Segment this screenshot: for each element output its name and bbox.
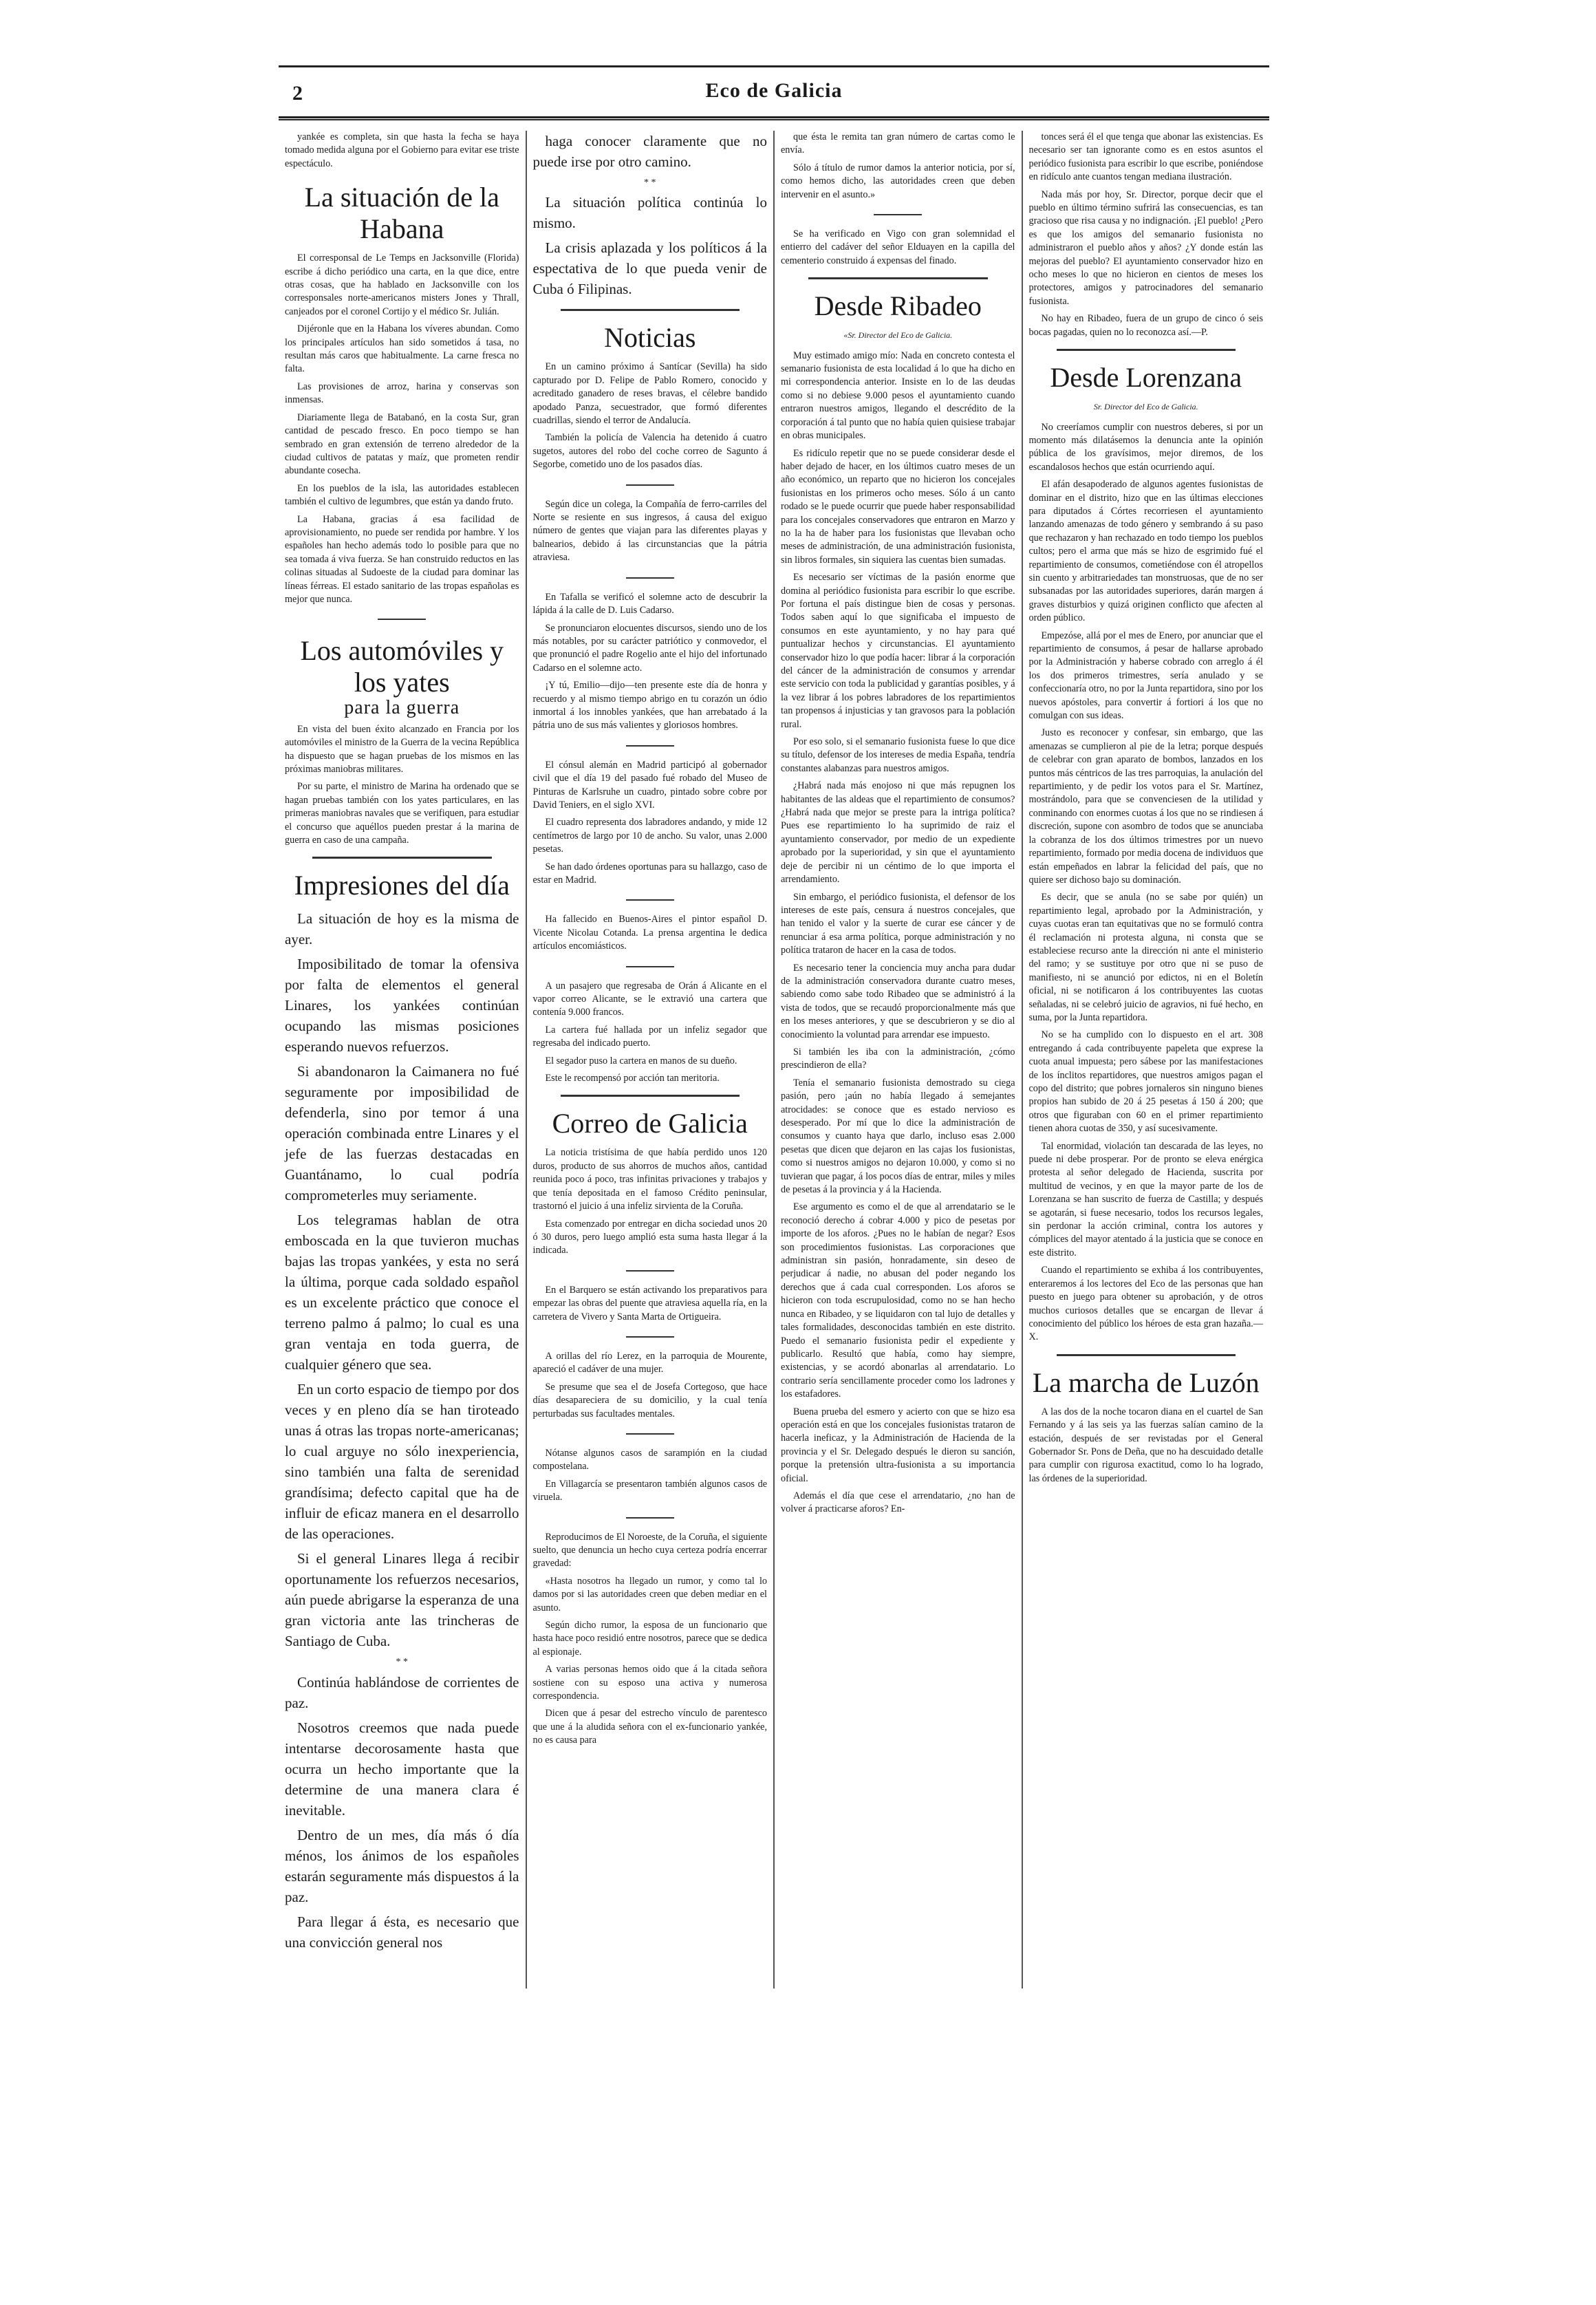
article-text: Nada más por hoy, Sr. Director, porque decir que el pueblo en último término sufrirá las consecuencias, es tan gracioso que risa causa y no indignación. ¡El pueblo! ¿Pero es que los amigos del semanario fusionista no administraron el pueblo años y años? ¿Y donde están las mejoras del pueblo? El ayuntamiento conservador hizo en ocho meses lo que no hicieron en cientos de meses los protectores, amigos y patrocinadores del semanario fusionista. [1028, 189, 1263, 307]
article-text: Dentro de un mes, día más ó día ménos, los ánimos de los españoles estarán seguramente más dispuestos á la paz. [285, 1826, 519, 1905]
news-item: A varias personas hemos oido que á la citada señora sostiene con su esposo una activa y numerosa correspondencia. [532, 1664, 767, 1702]
article-text: Si abandonaron la Caimanera no fué seguramente por imposibilidad de defenderla, sino por temor á una operación combinada entre Linares y el jefe de las fuerzas destacadas en Guantánamo, lo cual podría comprometerles muy seriamente. [285, 1063, 519, 1204]
article-text: Si también les iba con la administración, ¿cómo prescindieron de ella? [781, 1046, 1015, 1071]
article-text: Buena prueba del esmero y acierto con que se hizo esa operación está en que los concejales fusionistas trataron de hacerla ineficaz, y la Administración de Hacienda de la provincia y el Sr. Delegado después le dieron su sanción, porque la pretensión ultra-fusionista a su importancia oficial. [781, 1406, 1015, 1484]
article-text: Es ridículo repetir que no se puede considerar desde el haber dejado de hacer, en los últimos cuatro meses de un año económico, un reparto que no hicieron los concejales fusionistas en los primeros ocho meses. Sólo á un canto rodado se le puede ocurrir que puede haber responsabilidad para los concejales conservadores que entraron en Marzo y no la ha de haber para los fusionistas que llevaban ocho meses de administración, de una administración fusionista, sin libros formales, sin siquiera las cuentas bien sumadas. [781, 447, 1015, 566]
article-text: La situación política continúa lo mismo. [532, 194, 767, 232]
article-text: Cuando el repartimiento se exhiba á los contribuyentes, enteraremos á los lectores del Eco de las personas que han puesto en juego para obtener su aprobación, y de otros muchos curiosos detalles que se encargan de llevar á conocimiento del público los héroes de esta gran hazaña.—X. [1028, 1265, 1263, 1343]
news-item: En un camino próximo á Santícar (Sevilla) ha sido capturado por D. Felipe de Pablo Romero, conocido y acreditado ganadero de reses bravas, el célebre bandido apodado Panza, secuestrador, que formó diferentes cuadrillas, siendo el terror de Andalucía. [532, 361, 767, 427]
masthead [279, 75, 1269, 116]
news-item: Esta comenzado por entregar en dicha sociedad unos 20 ó 30 duros, pero luego amplió esta suma hasta llegar á la indicada. [532, 1218, 767, 1256]
masthead-rule [279, 116, 1269, 120]
section-rule [312, 857, 492, 859]
columns [279, 131, 1269, 1988]
newspaper-page [279, 65, 1269, 2006]
article-text: Si el general Linares llega á recibir oportunamente los refuerzos necesarios, aún puede abrigarse la esperanza de una gran victoria ante las trincheras de Santiago de Cuba. [285, 1550, 519, 1650]
article-text: Diariamente llega de Batabanó, en la costa Sur, gran cantidad de pescado fresco. En poco tiempo se han sembrado en gran extensión de terreno alrededor de la ciudad cultivos de patatas y maíz, que prometen rendir abundante cosecha. [285, 411, 519, 477]
article-text: Imposibilitado de tomar la ofensiva por falta de elementos el general Linares, los yankées continúan ocupando las mismas posiciones esperando nuevos refuerzos. [285, 956, 519, 1055]
article-text: No hay en Ribadeo, fuera de un grupo de cinco ó seis bocas pagadas, quien no lo reconozca así.—P. [1028, 313, 1263, 338]
article-text: Justo es reconocer y confesar, sin embargo, que las amenazas se cumplieron al pie de la letra; porque después de celebrar con gran aparato de bombos, lanzados en los puntos más céntricos de las tres parroquias, la anulación del repartimiento, y de pedir los votos para el Sr. Martínez, mostrándolo, para que se convenciesen de la utilidad y conminando con enormes cuotas á los que no se rindiesen á discreción, supone con asombro de todos que se anunciaba la cobranza de los dos últimos trimestres por un nuevo repartimiento, formado por media docena de individuos que están empeñados en labrar la felicidad del país, que no quiere ser dichoso bajo su dominación. [1028, 727, 1263, 886]
article-text: Además el día que cese el arrendatario, ¿no han de volver á practicarse aforos? En- [781, 1490, 1015, 1515]
separator [626, 962, 674, 972]
headline-impresiones: Impresiones del día [294, 870, 510, 901]
article-text: La situación de hoy es la misma de ayer. [285, 910, 519, 948]
news-item: Según dicho rumor, la esposa de un funcionario que hasta hace poco residió entre nosotros, parece que se dedica al espionaje. [532, 1620, 767, 1658]
column-4 [1022, 131, 1270, 1988]
article-text: Ese argumento es como el de que al arrendatario se le reconoció derecho á cobrar 4.000 y pico de pesetas por importe de los aforos. ¿Pues no le habían de negar? Esos son procedimientos fusionistas. Las corporaciones que administran sin pasión, honradamente, sin deseo de perjudicar á nadie, no abusan del poder negando los derechos que á cada cual corresponden. Los aforos se hicieron con toda escrupulosidad, como no se han hecho nunca en Ribadeo, y se liquidaron con tal lujo de detalles y tales formalidades, desconocidas también en este distrito. Puedo el semanario fusionista pedir el expediente y publicarlo. Resultó que había, como hay siempre, existencias, y se acordó abonarlas al arrendatario. Lo contrario sería sencillamente proceder como los ladrones y los estafadores. [781, 1201, 1015, 1400]
article-text: Para llegar á ésta, es necesario que una convicción general nos [285, 1913, 519, 1951]
column-1 [279, 131, 526, 1988]
article-text: Nosotros creemos que nada puede intentarse decorosamente hasta que ocurra un hecho importante que la determine de una manera clara é inevitable. [285, 1719, 519, 1819]
news-item: Se pronunciaron elocuentes discursos, siendo uno de los más notables, por su carácter patriótico y conmovedor, el que pronunció el padre Rogelio ante el hijo del infortunado Cadarso en el solemne acto. [532, 622, 767, 674]
article-text: Es necesario tener la conciencia muy ancha para dudar de la administración conservadora durante cuatro meses, sabiendo como sabe todo Ribadeo que se administró á la vista de todos, que se recaudó proporcionalmente más que en los meses anteriores, y que se descubrieron y se dio al conocimiento la voluntad para arrendar ese impuesto. [781, 962, 1015, 1040]
news-item: A orillas del río Lerez, en la parroquia de Mourente, apareció el cadáver de una mujer. [532, 1350, 767, 1375]
article-text: Tal enormidad, violación tan descarada de las leyes, no puede ni debe prosperar. Por de pronto se eleva enérgica protesta al señor delegado de Hacienda, suscrita por multitud de vecinos, y en que la mayor parte de los de Lorenzana se han suscrito de fuerza de Castilla; y después se agotarán, si fuese necesario, todos los recursos legales, sin perdonar la acción criminal, contra los autores y cómplices del mayor atentado á la justicia que se conoce en este distrito. [1028, 1140, 1263, 1258]
article-text: Muy estimado amigo mío: Nada en concreto contesta el semanario fusionista de esta localidad á lo que ha dicho en mi correspondencia anterior. Insiste en lo de las deudas como si no debiese 9.000 pesos el ayuntamiento cuando entraron nuestros amigos, llegando el descrédito de la corporación á tal punto que no había quien quisiese trabajar en obras municipales. [781, 350, 1015, 442]
article-text: ¿Habrá nada más enojoso ni que más repugnen los habitantes de las aldeas que el repartimiento de consumos? ¿Habrá nada que mejor se preste para la intriga política? Pues ese repartimiento lo ha suprimido de raiz el ayuntamiento conservador, por medio de un expediente aprobado por la superioridad, y sin que el ayuntamiento deje de percibir ni un céntimo de lo que importa el arrendamiento. [781, 780, 1015, 886]
news-item: A un pasajero que regresaba de Orán á Alicante en el vapor correo Alicante, se le extravió una cartera que contenía 9.000 francos. [532, 980, 767, 1018]
separator [626, 1332, 674, 1342]
article-text: yankée es completa, sin que hasta la fecha se haya tomado medida alguna por el Gobierno para evitar ese triste espectáculo. [285, 131, 519, 169]
article-text: que ésta le remita tan gran número de cartas como le envía. [781, 131, 1015, 156]
headline-automoviles: Los automóviles y los yates [300, 635, 504, 698]
article-text: No se ha cumplido con lo dispuesto en el art. 308 entregando á cada contribuyente papeleta que exprese la cuota anual impuesta; pero sábese por las manifestaciones de los ínclitos repartidores, que nuestros amigos pagan el copo del distrito; que pobres jornaleros sin ninguno bienes propios han subido de 20 á 25 pesetas á 150 á 200; que otros que figuraban con 60 en el primer repartimiento tienen ahora cuotas de 350, y así sucesivamente. [1028, 1029, 1263, 1135]
section-rule [1057, 1354, 1236, 1356]
article-text: A las dos de la noche tocaron diana en el cuartel de San Fernando y á las seis ya las fuerzas salían camino de la estación, después de ser revistadas por el General Gobernador Sr. Pons de Deña, que no ha descuidado detalle para cumplir con rigurosa exactitud, como lo ha logrado, las órdenes de la superioridad. [1028, 1406, 1263, 1484]
headline-lorenzana: Desde Lorenzana [1050, 362, 1242, 394]
news-item: «Hasta nosotros ha llegado un rumor, y como tal lo damos por si las autoridades creen que deben mediar en el asunto. [532, 1575, 767, 1614]
article-text: El corresponsal de Le Temps en Jacksonville (Florida) escribe á dicho periódico una carta, en la que dice, entre otras cosas, que ha hablado en Jacksonville con los corresponsales norte-americanos misters Jones y Thrall, canjeados por el coronel Cortijo y el médico Sr. Julián. [285, 253, 519, 317]
news-item: El cuadro representa dos labradores andando, y mide 12 centímetros de largo por 10 de ancho. Su valor, unas 2.000 pesetas. [532, 817, 767, 855]
article-text: Tenía el semanario fusionista demostrado su ciega pasión, pero ¡aún no había llegado á semejantes atrocidades: se conoce que es estado nervioso es desesperado. Por mí que lo dice la administración de consumos y cuanto haya que darlo, incluso esas 2.000 pesetas que dicen que dejaron en las cajas los fusionistas, como si nuestros amigos no dejaron 10.000, y como si no tuvieran que pagar, á los pocos días de entrar, miles y miles de pesetas á la provincia y á la Hacienda. [781, 1077, 1015, 1196]
news-item: Ha fallecido en Buenos-Aires el pintor español D. Vicente Nicolau Cotanda. La prensa argentina le dedica artículos encomiásticos. [532, 914, 767, 952]
section-rule [808, 277, 988, 279]
top-rule [279, 65, 1269, 67]
news-item: En el Barquero se están activando los preparativos para empezar las obras del puente que atraviesa aquella ría, en la carretera de Vivero y Santa Marta de Ortigueira. [532, 1284, 767, 1322]
article-text: Las provisiones de arroz, harina y conservas son inmensas. [285, 380, 519, 406]
separator [626, 1429, 674, 1439]
subheadline: para la guerra [344, 697, 460, 719]
headline-correo: Correo de Galicia [552, 1108, 748, 1139]
article-text: haga conocer claramente que no puede irse por otro camino. [532, 133, 767, 170]
article-text: Por su parte, el ministro de Marina ha ordenado que se hagan pruebas también con los yates particulares, en las primeras maniobras navales que se verifiquen, para estudiar el concurso que aquéllos pueden prestar á la marina de guerra en caso de una campaña. [285, 781, 519, 846]
article-text: Se ha verificado en Vigo con gran solemnidad el entierro del cadáver del señor Elduayen en la capilla del cementerio construido á expensas del finado. [781, 228, 1015, 266]
column-2 [526, 131, 774, 1988]
separator [626, 741, 674, 751]
separator [626, 573, 674, 583]
asterism: * * [396, 1657, 408, 1668]
news-item: En Tafalla se verificó el solemne acto de descubrir la lápida á la calle de D. Luis Cadarso. [532, 591, 767, 617]
headline-noticias: Noticias [604, 322, 696, 354]
separator [626, 895, 674, 905]
news-item: El segador puso la cartera en manos de su dueño. [545, 1055, 737, 1066]
page-number: 2 [292, 82, 303, 105]
separator [626, 1266, 674, 1276]
article-text: La crisis aplazada y los políticos á la espectativa de lo que pueda venir de Cuba ó Filipinas. [532, 239, 767, 298]
news-item: Dicen que á pesar del estrecho vínculo de parentesco que une á la aludida señora con el ex-funcionario yankée, no es causa para [532, 1708, 767, 1746]
article-text: El afán desapoderado de algunos agentes fusionistas de dominar en el distrito, hizo que en las últimas elecciones para diputados á Córtes recorriesen el ayuntamiento lanzando amenazas de todo género y sembrando á su paso que rechazaron y han rechazado en todo tiempo los pueblos cultos; pero el arma que más se hizo de esgrimido fué el repartimiento de consumos, cometiéndose con él atropellos sin cuento y arbitrariedades tan monstruosas, que de no ser subsanadas por las autoridades superiores, darán margen á graves disturbios y quizá originen conflicto que afecten al orden público. [1028, 479, 1263, 624]
news-item: Nótanse algunos casos de sarampión en la ciudad compostelana. [532, 1447, 767, 1472]
separator [626, 480, 674, 490]
headline-ribadeo: Desde Ribadeo [814, 290, 982, 322]
article-text: tonces será él el que tenga que abonar las existencias. Es necesario ser tan ignorante como es en estos asuntos el periódico fusionista para escribir lo que escribe, poniéndose en ridículo ante cuantos tengan mediana ilustración. [1028, 131, 1263, 183]
article-text: Es decir, que se anula (no se sabe por quién) un repartimiento legal, aprobado por la Administración, y cuyas cuotas eran tan equitativas que no se formuló contra él reclamación ni protesta alguna, ni consta que se estableciese recurso ante la dirección ni ante el ministerio del ramo; y se sustituye por otro que ni se puso de manifiesto, ni se anunció por edictos, ni en el Boletín oficial, ni se notificaron á los contribuyentes las cuotas señaladas, ni se celebró juicio de agravios, ni fué hecho, en suma, por la Junta repartidora. [1028, 892, 1263, 1023]
headline-luzon: La marcha de Luzón [1032, 1366, 1260, 1398]
separator [626, 1513, 674, 1523]
separator [378, 614, 426, 624]
section-rule [561, 1095, 740, 1097]
section-rule [1057, 349, 1236, 351]
article-text: No creeríamos cumplir con nuestros deberes, si por un momento más dilatásemos la denuncia ante la opinión pública de los gravísimos, mejor diremos, de los escandalosos hechos que están ocurriendo aquí. [1028, 421, 1263, 473]
article-text: Continúa hablándose de corrientes de paz. [285, 1673, 519, 1711]
article-text: La Habana, gracias á esa facilidad de aprovisionamiento, no puede ser rendida por hambre. Y los españoles han hecho además todo lo posible para que no sea tomada á viva fuerza. Se han construido reductos en las colinas situadas al Sudoeste de la ciudad para dominar las líneas férreas. El estado sanitario de las tropas españolas es mejor que nunca. [285, 513, 519, 605]
article-text: En los pueblos de la isla, las autoridades establecen también el cultivo de legumbres, que están ya dando fruto. [285, 482, 519, 508]
article-text: Los telegramas hablan de otra emboscada en la que tuvieron muchas bajas las tropas yankées, y esta no será la última, porque cada soldado español es un excelente práctico que conoce el terreno palmo á palmo; lo cual es una gran ventaja en toda guerra, de cualquier género que sea. [285, 1212, 519, 1373]
article-text: Dijéronle que en la Habana los víveres abundan. Como los principales artículos han sido sometidos á tasa, no resultan más caros que habitualmente. La carne fresca no falta. [285, 323, 519, 375]
article-text: Sólo á título de rumor damos la anterior noticia, por sí, como hemos dicho, las autoridades creen que deben intervenir en el asunto.» [781, 162, 1015, 200]
news-item: Reproducimos de El Noroeste, de la Coruña, el siguiente suelto, que denuncia un hecho cuya certeza podría encerrar gravedad: [532, 1531, 767, 1569]
article-text: Es necesario ser víctimas de la pasión enorme que domina al periódico fusionista para escribir lo que escribe. Por fortuna el país distingue bien de cosas y personas. Todos saben aquí lo que significaba el impuesto de consumos en este ayuntamiento, y no hay para qué puntualizar hechos y circunstancias. El ayuntamiento conservador hizo lo que podía hacer: librar á la corporación del cáncer de la administración de consumos y arrendar este servicio con toda la publicidad y garantías posibles, y á la vez librar á los pobres labradores de los repartimientos tan propensos á injusticias y tan gravosos para la población rural. [781, 572, 1015, 730]
separator [874, 210, 922, 219]
article-text: Sin embargo, el periódico fusionista, el defensor de los intereses de este país, censura á nuestros concejales, que han tenido el valor y la suerte de curar ese cáncer y de renunciar á esa arma política, porque administración y no política trataron de hacer en la casa de todos. [781, 891, 1015, 956]
article-text: En vista del buen éxito alcanzado en Francia por los automóviles el ministro de la Guerra de la vecina República ha dispuesto que se hagan pruebas de los mismos en las próximas maniobras militares. [285, 723, 519, 775]
news-item: La cartera fué hallada por un infeliz segador que regresaba del indicado puerto. [532, 1024, 767, 1049]
news-item: El cónsul alemán en Madrid participó al gobernador civil que el día 19 del pasado fué robado del Museo de Pinturas de Karlsruhe un cuadro, pintado sobre cobre por David Teniers, en el siglo XVI. [532, 759, 767, 811]
news-item: Se han dado órdenes oportunas para su hallazgo, caso de estar en Madrid. [532, 861, 767, 886]
news-item: La noticia tristísima de que había perdido unos 120 duros, producto de sus ahorros de muchos años, cantidad reunida poco á poco, tras infinitas privaciones y trabajos y que tenía depositada en el famoso Crédito peninsular, trastornó el juicio á una infeliz sirvienta de la Coruña. [532, 1147, 767, 1212]
newspaper-title: Eco de Galicia [705, 79, 843, 102]
news-item: También la policía de Valencia ha detenido á cuatro sugetos, autores del robo del coche correo de Sagunto á Segorbe, cometido uno de los pasados días. [532, 432, 767, 471]
article-text: Por eso solo, si el semanario fusionista fuese lo que dice su título, defensor de los intereses de media España, tendría constantes alabanzas para nuestros amigos. [781, 736, 1015, 774]
news-item: Este le recompensó por acción tan meritoria. [545, 1073, 720, 1084]
article-text: En un corto espacio de tiempo por dos veces y en pleno día se han tiroteado unas á otras las tropas norte-americanas; lo cual arguye no sólo inexperiencia, sino también una falta de serenidad grandísima; defecto capital que ha de influir de eficaz manera en el desarrollo de las operaciones. [285, 1381, 519, 1543]
asterism: * * [644, 178, 656, 188]
salutation: Sr. Director del Eco de Galicia. [1093, 402, 1198, 412]
article-text: Empezóse, allá por el mes de Enero, por anunciar que el repartimiento de consumos, á pesar de hallarse aprobado por la Administración y haberse cobrado con arreglo á él los dos primeros trimestres, sería anulado y se confeccionaría otro, no por la Junta repartidora, sino por los nuevos apóstoles, para convertir á fortiori á los que no comulgan con sus ideas. [1028, 630, 1263, 722]
salutation: «Sr. Director del Eco de Galicia. [843, 330, 953, 341]
news-item: Según dice un colega, la Compañía de ferro-carriles del Norte se resiente en sus ingresos, á causa del exiguo número de gentes que viajan para las diferentes playas y balnearios, debido á las circunstancias que la pátria atraviesa. [532, 498, 767, 564]
news-item: Se presume que sea el de Josefa Cortegoso, que hace días desapareciera de su domicilio, y la cual tenía perturbadas sus facultades mentales. [532, 1381, 767, 1419]
headline-habana: La situación de la Habana [304, 182, 499, 245]
news-item: En Villagarcía se presentaron también algunos casos de viruela. [532, 1478, 767, 1503]
section-rule [561, 309, 740, 311]
column-3 [773, 131, 1022, 1988]
news-item: ¡Y tú, Emilio—dijo—ten presente este día de honra y recuerdo y al mismo tiempo abrigo en tu corazón un ódio inmortal á los innobles yankées, que han arrebatado á la pátria uno de sus más valientes y gloriosos hombres. [532, 680, 767, 731]
